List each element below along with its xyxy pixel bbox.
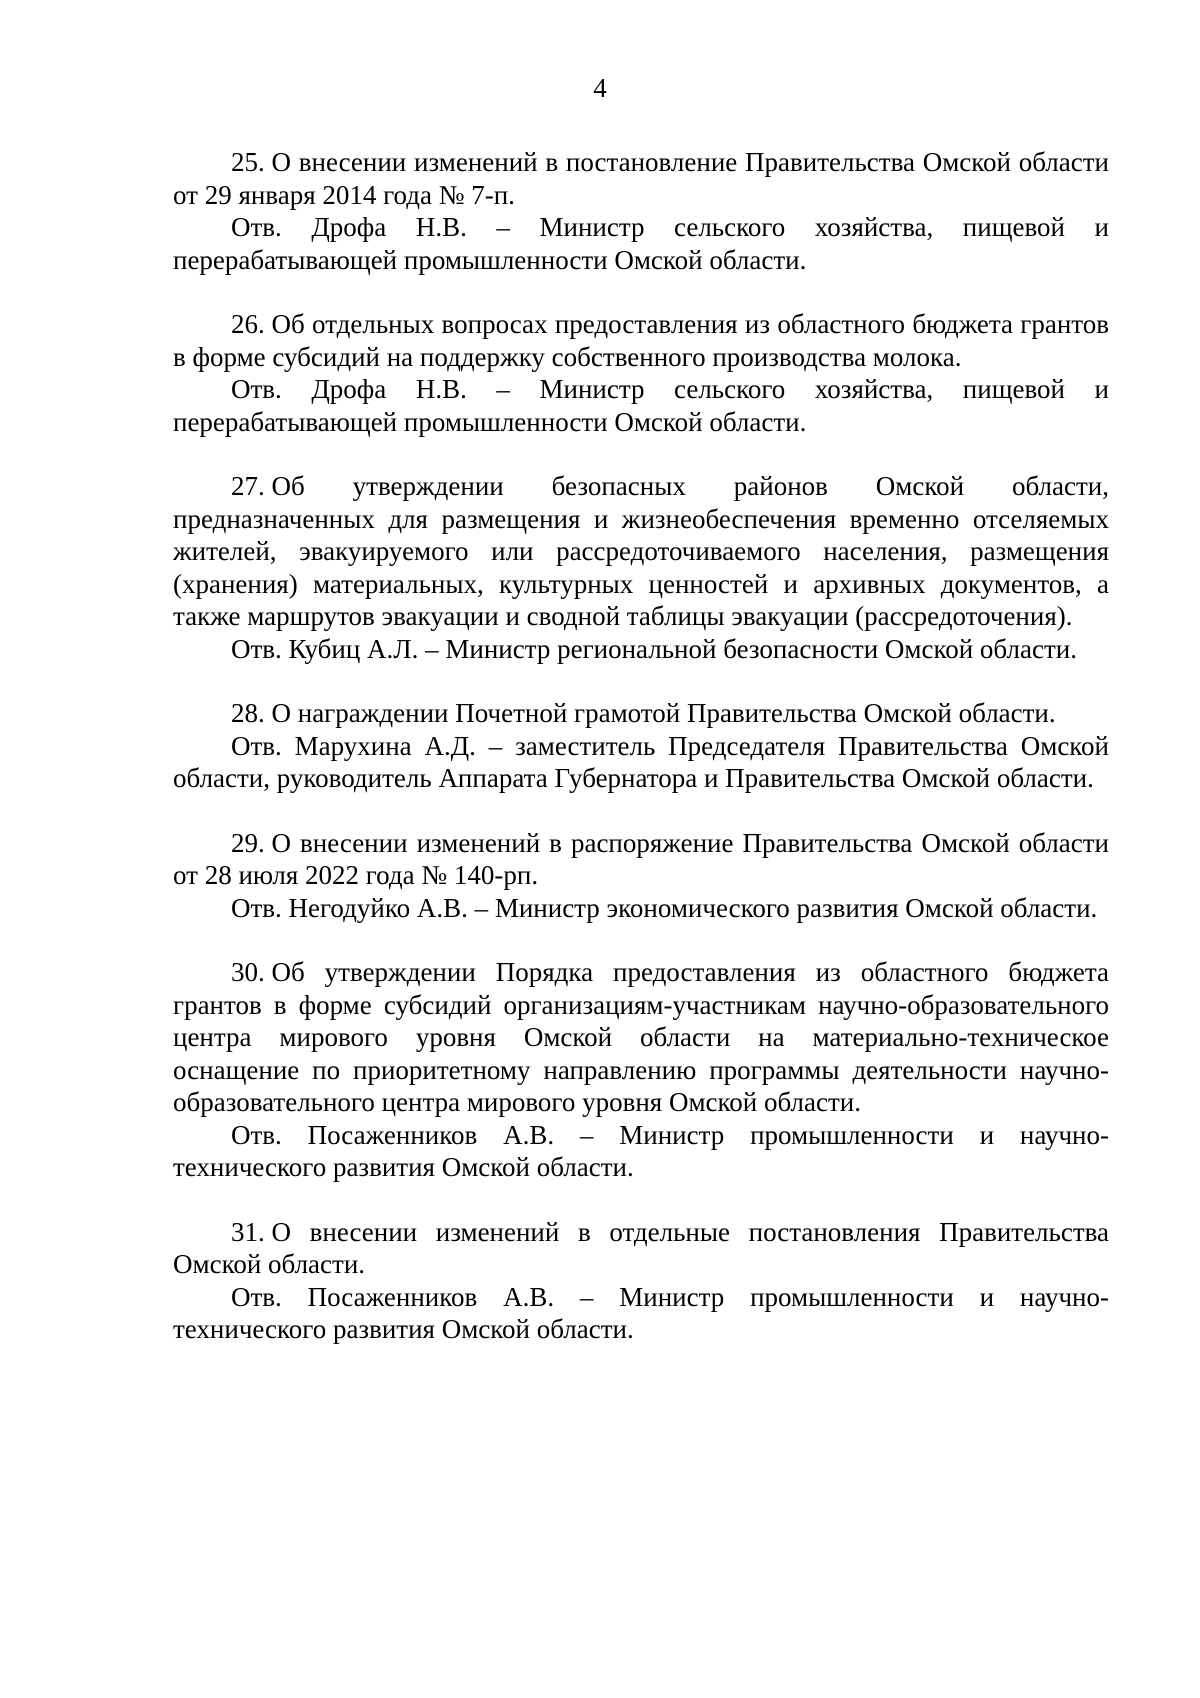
- agenda-item-number: 27.: [231, 471, 265, 501]
- agenda-item-responsible: Отв. Негодуйко А.В. – Министр экономического развития Омской области.: [231, 892, 1098, 923]
- agenda-item-30: [173, 956, 1109, 1184]
- agenda-item-title: [173, 146, 1109, 211]
- agenda-item-title: [173, 470, 1109, 633]
- agenda-item-title: [173, 1216, 1109, 1281]
- agenda-item-31: [173, 1216, 1109, 1346]
- agenda-item-title-text: Об утверждении Порядка предоставления из областного бюджета грантов в форме субсидий организациям-участникам научно-образовательного центра мирового уровня Омской области на материально-техническое оснащение по приоритетному направлению программы деятельности научно-образовательного центра мирового уровня Омской области.: [173, 957, 1109, 1117]
- agenda-item-title-text: Об отдельных вопросах предоставления из областного бюджета грантов в форме субсидий на поддержку собственного производства молока.: [173, 309, 1109, 372]
- agenda-item-responsible: Отв. Посаженников А.В. – Министр промышленности и научно-технического развития Омской области.: [173, 1281, 1109, 1344]
- agenda-item-title: [173, 956, 1109, 1119]
- agenda-item-title-text: О внесении изменений в постановление Правительства Омской области от 29 января 2014 года № 7-п.: [173, 147, 1109, 210]
- agenda-item-title-text: О награждении Почетной грамотой Правительства Омской области.: [271, 698, 1056, 728]
- agenda-item-title-text: Об утверждении безопасных районов Омской области, предназначенных для размещения и жизнеобеспечения временно отселяемых жителей, эвакуируемого или рассредоточиваемого населения, размещения (хранения) материальных, культурных ценностей и архивных документов, а также маршрутов эвакуации и сводной таблицы эвакуации (рассредоточения).: [173, 471, 1109, 631]
- agenda-list: [173, 146, 1109, 1378]
- agenda-item-number: 28.: [231, 698, 265, 728]
- agenda-item-number: 30.: [231, 957, 265, 987]
- agenda-item-responsible: Отв. Кубиц А.Л. – Министр региональной безопасности Омской области.: [231, 633, 1077, 664]
- agenda-item-29: [173, 827, 1109, 925]
- agenda-item-responsible: Отв. Дрофа Н.В. – Министр сельского хозяйства, пищевой и перерабатывающей промышленности Омской области.: [173, 212, 1109, 275]
- page-number: 4: [593, 73, 607, 103]
- agenda-item-number: 29.: [231, 827, 265, 858]
- agenda-item-number: 31.: [231, 1216, 265, 1247]
- agenda-item-title: [173, 308, 1109, 373]
- agenda-item-28: [173, 697, 1109, 795]
- agenda-item-25: [173, 146, 1109, 276]
- agenda-item-title: [173, 827, 1109, 892]
- agenda-item-responsible: Отв. Посаженников А.В. – Министр промышленности и научно-технического развития Омской области.: [173, 1119, 1109, 1182]
- agenda-item-responsible: Отв. Дрофа Н.В. – Министр сельского хозяйства, пищевой и перерабатывающей промышленности Омской области.: [173, 374, 1109, 437]
- agenda-item-number: 25.: [231, 147, 265, 177]
- agenda-item-title: [173, 697, 1109, 730]
- agenda-item-title-text: О внесении изменений в отдельные постановления Правительства Омской области.: [173, 1216, 1109, 1279]
- agenda-item-title-text: О внесении изменений в распоряжение Правительства Омской области от 28 июля 2022 года № 140-рп.: [173, 827, 1109, 890]
- agenda-item-responsible: Отв. Марухина А.Д. – заместитель Председателя Правительства Омской области, руководитель Аппарата Губернатора и Правительства Омской области.: [173, 730, 1109, 793]
- agenda-item-26: [173, 308, 1109, 438]
- agenda-item-number: 26.: [231, 309, 265, 339]
- agenda-item-27: [173, 470, 1109, 665]
